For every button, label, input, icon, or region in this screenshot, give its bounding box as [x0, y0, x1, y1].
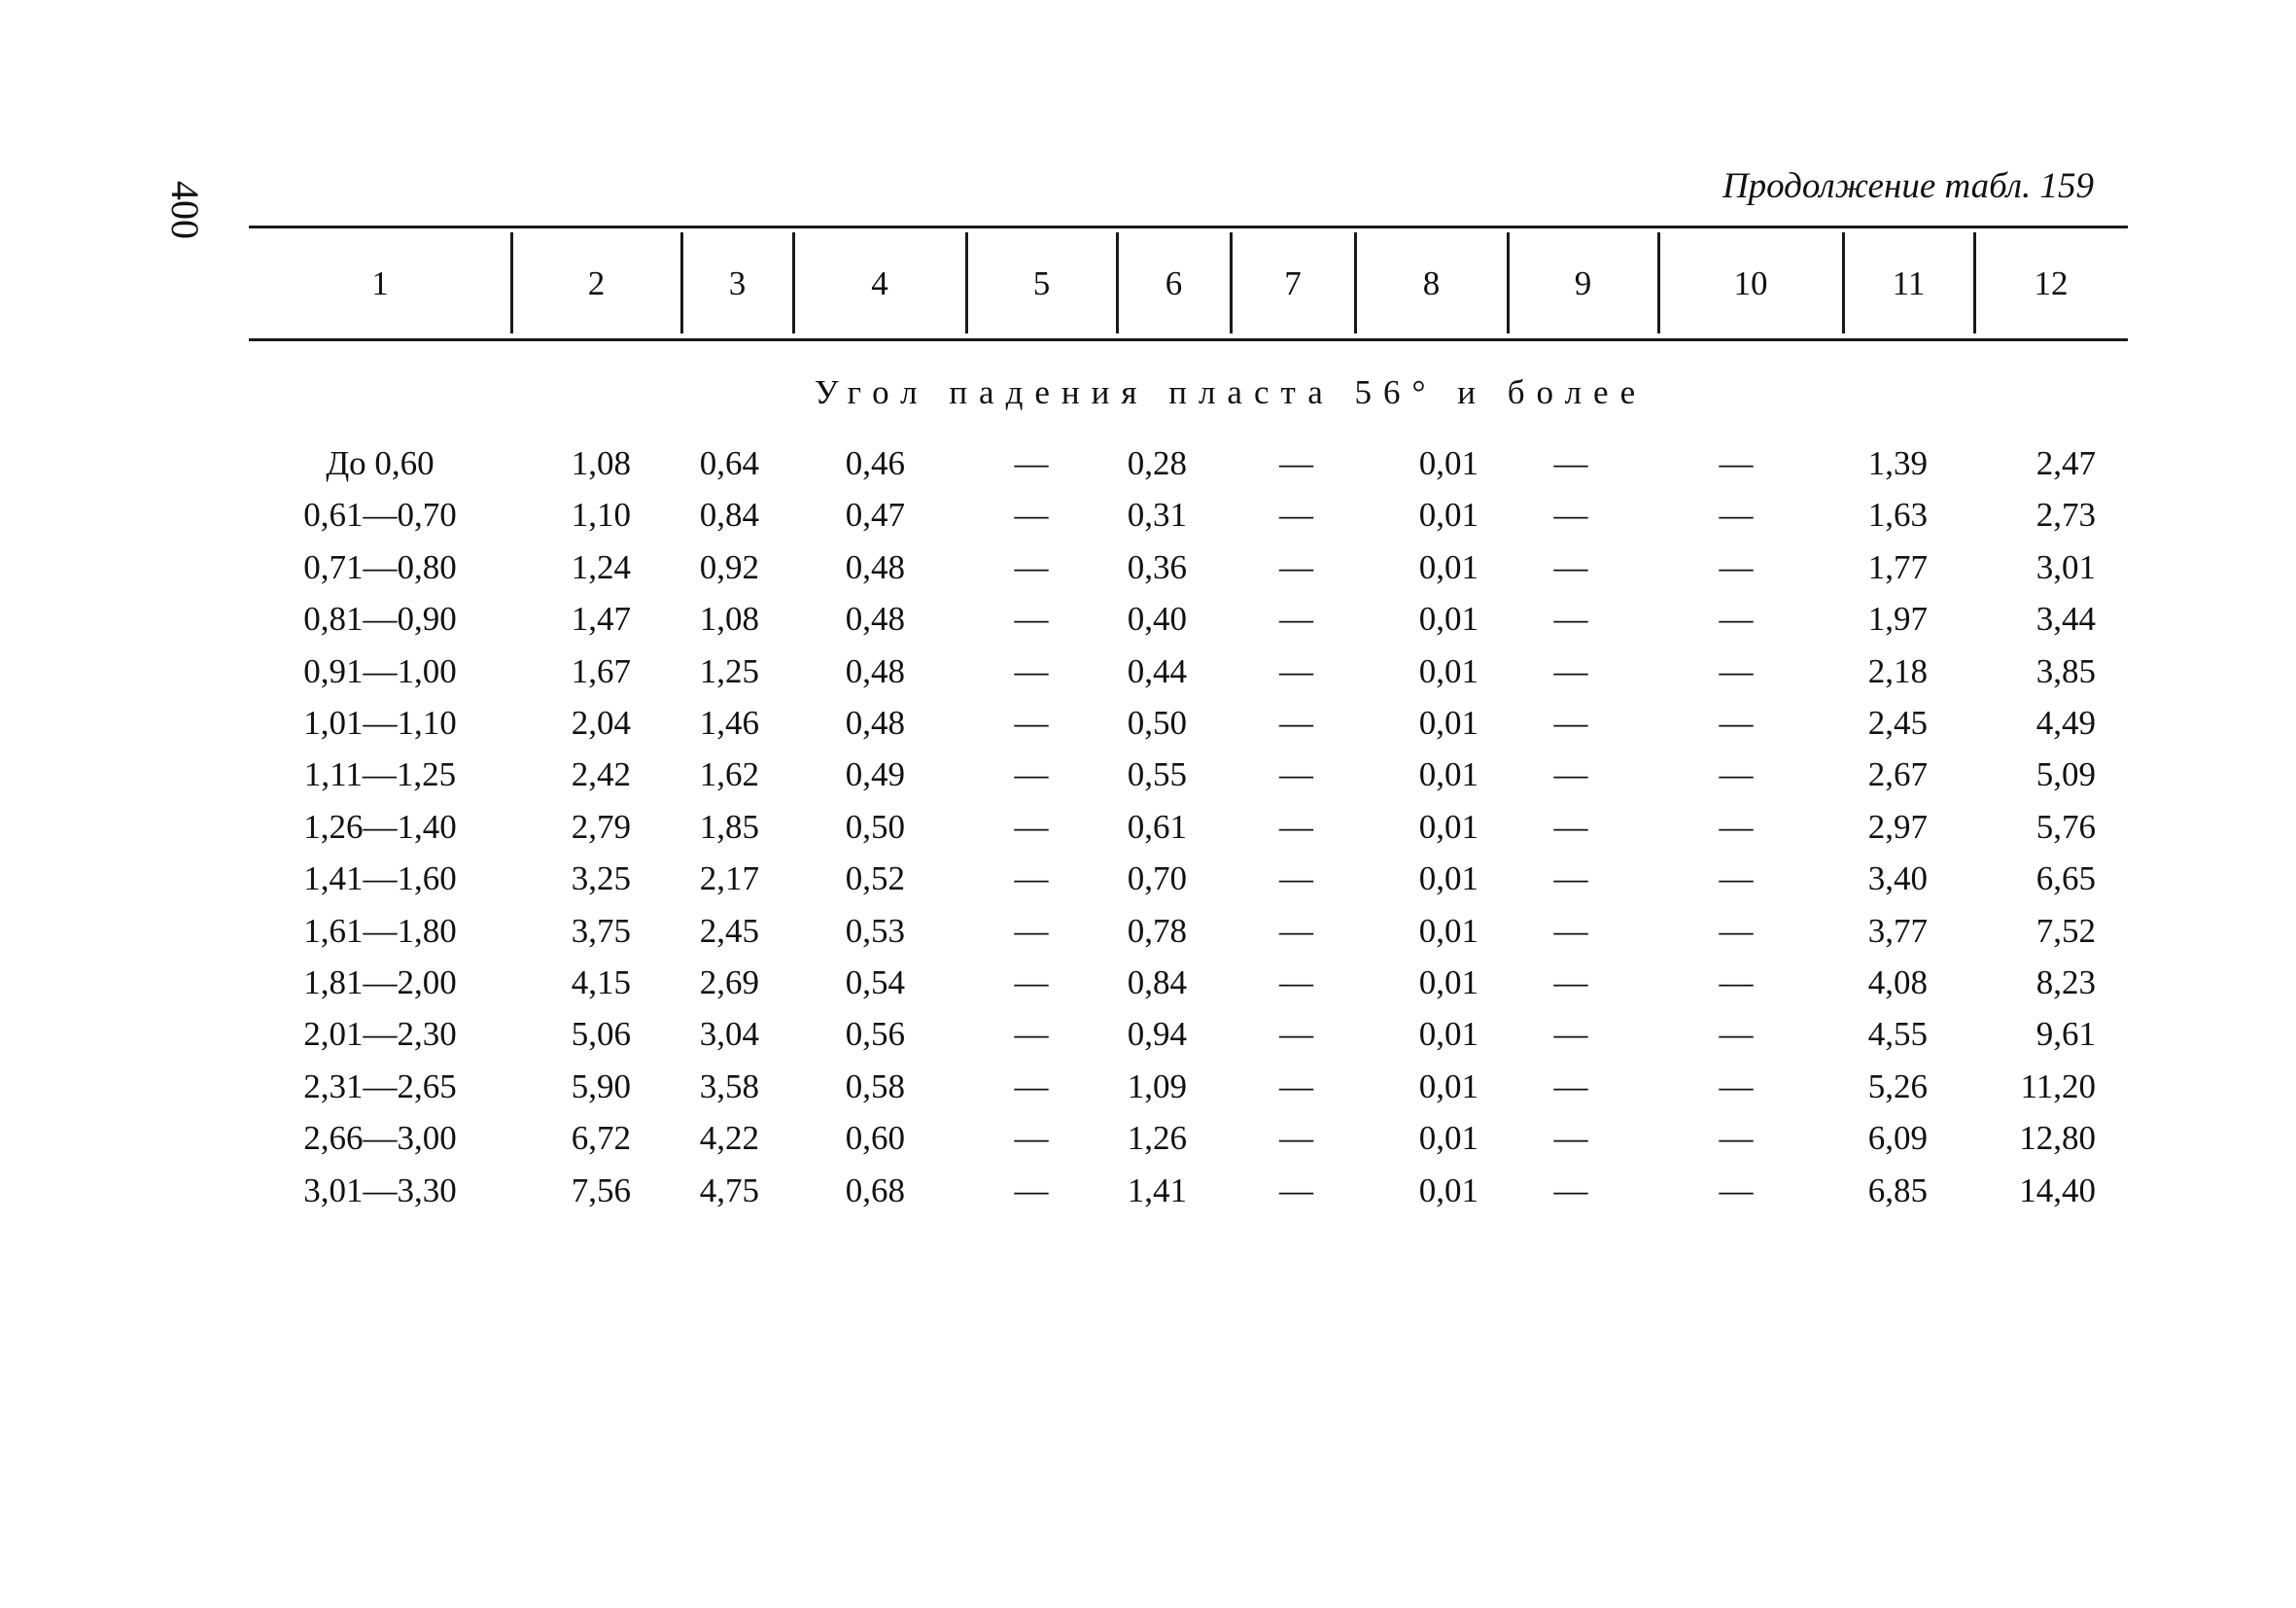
table-cell-col-12: 5,09: [2035, 754, 2096, 793]
table-cell-col-2: 2,04: [571, 703, 631, 742]
column-header-2: 2: [587, 263, 606, 302]
table-cell-col-12: 6,65: [2035, 858, 2096, 897]
column-header-8: 8: [1422, 263, 1441, 302]
table-cell-col-5: —: [1014, 599, 1049, 638]
table-cell-col-5: —: [1014, 443, 1049, 482]
column-header-6: 6: [1165, 263, 1183, 302]
table-cell-col-4: 0,48: [845, 651, 905, 690]
table-cell-col-5: —: [1014, 1118, 1049, 1157]
table-cell-col-4: 0,54: [845, 962, 905, 1001]
table-cell-col-6: 0,36: [1127, 547, 1187, 586]
table-cell-col-10: —: [1719, 962, 1754, 1001]
table-cell-col-7: —: [1279, 599, 1313, 638]
table-cell-col-12: 8,23: [2035, 962, 2096, 1001]
table-cell-col-11: 5,26: [1867, 1066, 1928, 1105]
table-cell-col-11: 3,40: [1867, 858, 1928, 897]
table-cell-col-1: 1,61—1,80: [303, 911, 457, 950]
table-cell-col-12: 3,44: [2035, 599, 2096, 638]
table-cell-col-10: —: [1719, 599, 1754, 638]
table-cell-col-8: 0,01: [1418, 443, 1478, 482]
table-cell-col-7: —: [1279, 858, 1313, 897]
column-divider: [680, 232, 683, 333]
table-cell-col-8: 0,01: [1418, 1014, 1478, 1053]
table-cell-col-2: 1,67: [571, 651, 631, 690]
table-cell-col-1: 0,91—1,00: [303, 651, 457, 690]
table-cell-col-6: 1,26: [1127, 1118, 1187, 1157]
table-cell-col-3: 3,04: [699, 1014, 759, 1053]
table-cell-col-7: —: [1279, 443, 1313, 482]
table-cell-col-4: 0,68: [845, 1171, 905, 1209]
table-cell-col-11: 1,77: [1867, 547, 1928, 586]
table-cell-col-12: 11,20: [2020, 1066, 2096, 1105]
column-header-11: 11: [1892, 263, 1926, 302]
table-cell-col-10: —: [1719, 547, 1754, 586]
table-cell-col-4: 0,48: [845, 547, 905, 586]
table-cell-col-7: —: [1279, 807, 1313, 846]
table-cell-col-4: 0,60: [845, 1118, 905, 1157]
table-cell-col-10: —: [1719, 807, 1754, 846]
table-row: [249, 646, 2128, 697]
table-cell-col-12: 4,49: [2035, 703, 2096, 742]
table-cell-col-11: 2,45: [1867, 703, 1928, 742]
table-row: [249, 1008, 2128, 1060]
table-cell-col-3: 0,92: [699, 547, 759, 586]
table-cell-col-4: 0,49: [845, 754, 905, 793]
table-cell-col-9: —: [1553, 1171, 1588, 1209]
table-cell-col-7: —: [1279, 495, 1313, 534]
table-cell-col-8: 0,01: [1418, 807, 1478, 846]
column-header-4: 4: [871, 263, 888, 302]
table-cell-col-1: 1,01—1,10: [303, 703, 457, 742]
table-cell-col-4: 0,46: [845, 443, 905, 482]
table-cell-col-5: —: [1014, 962, 1049, 1001]
column-header-3: 3: [728, 263, 747, 302]
table-cell-col-8: 0,01: [1418, 703, 1478, 742]
table-cell-col-2: 1,47: [571, 599, 631, 638]
table-cell-col-4: 0,48: [845, 703, 905, 742]
column-divider: [965, 232, 968, 333]
table-cell-col-4: 0,48: [845, 599, 905, 638]
table-cell-col-6: 0,40: [1127, 599, 1187, 638]
table-cell-col-11: 6,85: [1867, 1171, 1928, 1209]
table-cell-col-1: 3,01—3,30: [303, 1171, 457, 1209]
table-cell-col-6: 0,61: [1127, 807, 1187, 846]
table-cell-col-11: 1,97: [1867, 599, 1928, 638]
table-cell-col-1: 2,31—2,65: [303, 1066, 457, 1105]
table-cell-col-1: 1,26—1,40: [303, 807, 457, 846]
table-cell-col-6: 0,78: [1127, 911, 1187, 950]
table-cell-col-7: —: [1279, 911, 1313, 950]
table-cell-col-1: 1,11—1,25: [303, 754, 457, 793]
table-row: [249, 749, 2128, 800]
table-cell-col-12: 12,80: [2019, 1118, 2096, 1157]
table-cell-col-2: 3,75: [571, 911, 631, 950]
table-row: [249, 1112, 2128, 1164]
table-cell-col-7: —: [1279, 1014, 1313, 1053]
table-cell-col-4: 0,56: [845, 1014, 905, 1053]
table-cell-col-4: 0,50: [845, 807, 905, 846]
table-cell-col-8: 0,01: [1418, 911, 1478, 950]
table-cell-col-6: 0,28: [1127, 443, 1187, 482]
table-cell-col-10: —: [1719, 1171, 1754, 1209]
table-cell-col-10: —: [1719, 1118, 1754, 1157]
column-divider: [1116, 232, 1119, 333]
table-cell-col-7: —: [1279, 703, 1313, 742]
table-cell-col-9: —: [1553, 495, 1588, 534]
table-cell-col-8: 0,01: [1418, 1171, 1478, 1209]
table-cell-col-3: 0,84: [699, 495, 759, 534]
column-header-7: 7: [1284, 263, 1302, 302]
table-cell-col-9: —: [1553, 962, 1588, 1001]
table-cell-col-12: 3,85: [2035, 651, 2096, 690]
table-cell-col-10: —: [1719, 495, 1754, 534]
table-cell-col-2: 2,42: [571, 754, 631, 793]
table-cell-col-6: 0,44: [1127, 651, 1187, 690]
table-cell-col-7: —: [1279, 1171, 1313, 1209]
table-cell-col-12: 3,01: [2035, 547, 2096, 586]
table-cell-col-2: 1,08: [571, 443, 631, 482]
table-cell-col-3: 2,45: [699, 911, 759, 950]
table-cell-col-3: 1,62: [699, 754, 759, 793]
table-cell-col-5: —: [1014, 807, 1049, 846]
table-cell-col-10: —: [1719, 651, 1754, 690]
table-cell-col-9: —: [1553, 911, 1588, 950]
table-cell-col-7: —: [1279, 1118, 1313, 1157]
table-row: [249, 801, 2128, 853]
table-row: [249, 489, 2128, 541]
table-cell-col-1: 0,71—0,80: [303, 547, 457, 586]
table-cell-col-10: —: [1719, 754, 1754, 793]
table-cell-col-11: 2,67: [1867, 754, 1928, 793]
column-header-9: 9: [1574, 263, 1592, 302]
table-cell-col-5: —: [1014, 1171, 1049, 1209]
table-cell-col-8: 0,01: [1418, 858, 1478, 897]
table-cell-col-12: 9,61: [2035, 1014, 2096, 1053]
table-cell-col-2: 7,56: [571, 1171, 631, 1209]
table-cell-col-6: 0,50: [1127, 703, 1187, 742]
table-cell-col-6: 0,70: [1127, 858, 1187, 897]
table-cell-col-9: —: [1553, 807, 1588, 846]
table-cell-col-3: 4,22: [699, 1118, 759, 1157]
table-cell-col-3: 1,08: [699, 599, 759, 638]
table-cell-col-3: 1,25: [699, 651, 759, 690]
table-cell-col-7: —: [1279, 547, 1313, 586]
table-cell-col-8: 0,01: [1418, 599, 1478, 638]
table-cell-col-10: —: [1719, 703, 1754, 742]
table-cell-col-6: 0,84: [1127, 962, 1187, 1001]
table-cell-col-2: 6,72: [571, 1118, 631, 1157]
table-cell-col-4: 0,58: [845, 1066, 905, 1105]
table-cell-col-2: 5,06: [571, 1014, 631, 1053]
table-cell-col-12: 14,40: [2019, 1171, 2096, 1209]
table-cell-col-7: —: [1279, 651, 1313, 690]
column-divider: [510, 232, 513, 333]
table-cell-col-8: 0,01: [1418, 962, 1478, 1001]
table-cell-col-3: 3,58: [699, 1066, 759, 1105]
table-cell-col-11: 6,09: [1867, 1118, 1928, 1157]
table-cell-col-8: 0,01: [1418, 1118, 1478, 1157]
table-cell-col-1: До 0,60: [326, 443, 435, 482]
table-cell-col-2: 1,10: [571, 495, 631, 534]
table-cell-col-3: 0,64: [699, 443, 759, 482]
table-row: [249, 853, 2128, 904]
table-cell-col-9: —: [1553, 651, 1588, 690]
table-cell-col-3: 4,75: [699, 1171, 759, 1209]
table-cell-col-12: 2,73: [2035, 495, 2096, 534]
table-cell-col-4: 0,52: [845, 858, 905, 897]
table-cell-col-5: —: [1014, 911, 1049, 950]
table-cell-col-4: 0,53: [845, 911, 905, 950]
table-cell-col-6: 1,41: [1127, 1171, 1187, 1209]
table-cell-col-10: —: [1719, 1014, 1754, 1053]
table-cell-col-11: 4,08: [1867, 962, 1928, 1001]
table-row: [249, 697, 2128, 749]
table-cell-col-7: —: [1279, 1066, 1313, 1105]
table-cell-col-9: —: [1553, 858, 1588, 897]
table-cell-col-10: —: [1719, 858, 1754, 897]
table-cell-col-5: —: [1014, 754, 1049, 793]
column-header-1: 1: [371, 263, 389, 302]
table-cell-col-9: —: [1553, 599, 1588, 638]
table-cell-col-1: 1,41—1,60: [303, 858, 457, 897]
table-row: [249, 593, 2128, 645]
table-cell-col-8: 0,01: [1418, 1066, 1478, 1105]
column-header-10: 10: [1733, 263, 1768, 302]
table-cell-col-2: 3,25: [571, 858, 631, 897]
table-cell-col-3: 1,85: [699, 807, 759, 846]
table-header-row: [249, 228, 2128, 338]
table-cell-col-11: 1,63: [1867, 495, 1928, 534]
column-divider: [792, 232, 795, 333]
table-cell-col-9: —: [1553, 547, 1588, 586]
table-cell-col-11: 2,97: [1867, 807, 1928, 846]
table-cell-col-5: —: [1014, 651, 1049, 690]
column-divider: [1973, 232, 1976, 333]
table-cell-col-11: 3,77: [1867, 911, 1928, 950]
table-cell-col-9: —: [1553, 703, 1588, 742]
table-cell-col-5: —: [1014, 1066, 1049, 1105]
table-cell-col-9: —: [1553, 1118, 1588, 1157]
table-cell-col-5: —: [1014, 858, 1049, 897]
table-cell-col-1: 0,81—0,90: [303, 599, 457, 638]
table-cell-col-9: —: [1553, 1014, 1588, 1053]
table-row: [249, 437, 2128, 489]
table-cell-col-5: —: [1014, 1014, 1049, 1053]
table-row: [249, 957, 2128, 1008]
table-cell-col-2: 2,79: [571, 807, 631, 846]
table-cell-col-12: 5,76: [2035, 807, 2096, 846]
table-cell-col-4: 0,47: [845, 495, 905, 534]
table-cell-col-6: 0,94: [1127, 1014, 1187, 1053]
table-cell-col-6: 0,55: [1127, 754, 1187, 793]
table-cell-col-5: —: [1014, 495, 1049, 534]
table-cell-col-9: —: [1553, 754, 1588, 793]
table-cell-col-2: 1,24: [571, 547, 631, 586]
column-divider: [1657, 232, 1660, 333]
table-cell-col-1: 0,61—0,70: [303, 495, 457, 534]
table-cell-col-6: 0,31: [1127, 495, 1187, 534]
table-cell-col-6: 1,09: [1127, 1066, 1187, 1105]
table-cell-col-8: 0,01: [1418, 651, 1478, 690]
table-cell-col-2: 5,90: [571, 1066, 631, 1105]
table-cell-col-5: —: [1014, 703, 1049, 742]
table-cell-col-2: 4,15: [571, 962, 631, 1001]
table-row: [249, 1061, 2128, 1112]
table-cell-col-7: —: [1279, 962, 1313, 1001]
table-cell-col-3: 2,69: [699, 962, 759, 1001]
table-cell-col-9: —: [1553, 443, 1588, 482]
table-cell-col-8: 0,01: [1418, 495, 1478, 534]
table-cell-col-10: —: [1719, 1066, 1754, 1105]
column-divider: [1230, 232, 1233, 333]
column-header-5: 5: [1032, 263, 1051, 302]
table-cell-col-11: 4,55: [1867, 1014, 1928, 1053]
table-cell-col-5: —: [1014, 547, 1049, 586]
table-cell-col-1: 2,66—3,00: [303, 1118, 457, 1157]
table-cell-col-8: 0,01: [1418, 754, 1478, 793]
table-row: [249, 542, 2128, 593]
table-cell-col-12: 7,52: [2035, 911, 2096, 950]
column-divider: [1842, 232, 1845, 333]
table-cell-col-12: 2,47: [2035, 443, 2096, 482]
table-cell-col-7: —: [1279, 754, 1313, 793]
table-cell-col-8: 0,01: [1418, 547, 1478, 586]
table-cell-col-9: —: [1553, 1066, 1588, 1105]
table-cell-col-1: 2,01—2,30: [303, 1014, 457, 1053]
table-cell-col-11: 1,39: [1867, 443, 1928, 482]
column-header-12: 12: [2034, 263, 2069, 302]
table-cell-col-10: —: [1719, 443, 1754, 482]
page-number: 400: [163, 181, 207, 239]
column-divider: [1507, 232, 1510, 333]
table-row: [249, 905, 2128, 957]
table-cell-col-3: 2,17: [699, 858, 759, 897]
table-cell-col-1: 1,81—2,00: [303, 962, 457, 1001]
column-divider: [1354, 232, 1357, 333]
section-title: Угол падения пласта 56° и более: [814, 373, 1648, 411]
table-row: [249, 1165, 2128, 1216]
table-cell-col-3: 1,46: [699, 703, 759, 742]
table-caption: Продолжение табл. 159: [1722, 166, 2094, 206]
table-cell-col-11: 2,18: [1867, 651, 1928, 690]
table-cell-col-10: —: [1719, 911, 1754, 950]
header-bottom-rule: [249, 338, 2128, 341]
